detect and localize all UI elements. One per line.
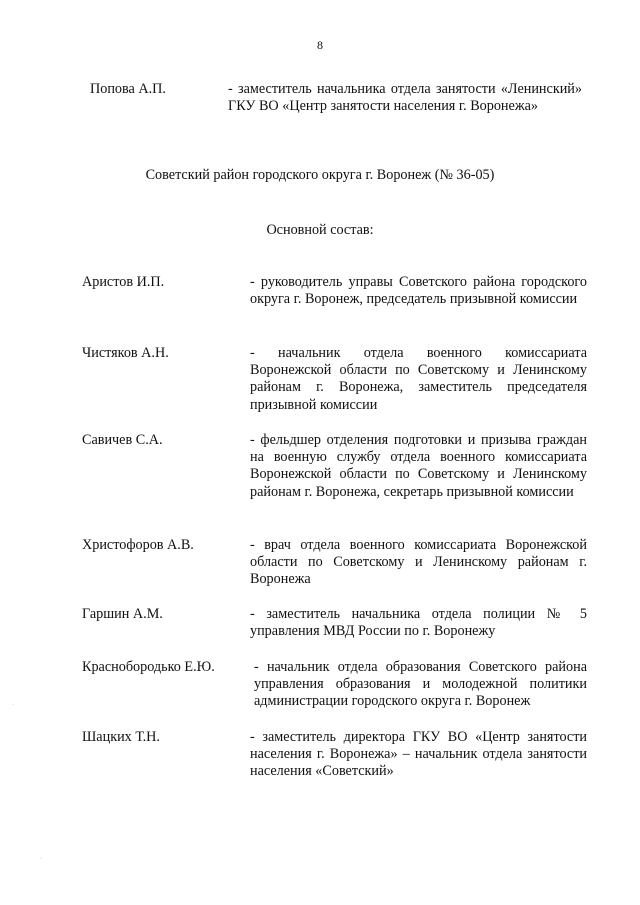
member-role: - заместитель начальника отдела занятости «Ленинский» ГКУ ВО «Центр занятости населения г. Воронежа» [228,81,582,115]
member-role: - руководитель управы Советского района городского округа г. Воронеж, председатель призывной комиссии [250,274,587,308]
member-entry [82,345,588,415]
member-entry [82,432,588,520]
member-role: - фельдшер отделения подготовки и призыва граждан на военную службу отдела военного комиссариата Воронежской области по Советскому и Ленинскому районам г. Воронежа, секретарь призывной комиссии [250,432,587,500]
member-entry [82,537,588,589]
member-role: - начальник отдела военного комиссариата Воронежской области по Советскому и Ленинскому районам г. Воронежа, заместитель председателя призывной комиссии [250,345,587,413]
member-entry [82,659,588,711]
member-name: Савичев С.А. [82,432,163,448]
top-entry [90,81,586,133]
member-role: - заместитель директора ГКУ ВО «Центр занятости населения г. Воронежа» – начальник отдела занятости населения «Советский» [250,729,587,780]
scan-mark: · [40,856,42,862]
member-entry [82,274,588,326]
scan-mark: · [12,702,14,708]
member-name: Христофоров А.В. [82,537,194,553]
section-title: Советский район городского округа г. Воронеж (№ 36-05) [145,167,495,183]
member-entry [82,606,588,642]
member-name: Попова А.П. [90,81,166,97]
member-role: - врач отдела военного комиссариата Воронежской области по Советскому и Ленинскому районам г. Воронежа [250,537,587,588]
page-number: 8 [317,38,323,52]
member-name: Гаршин А.М. [82,606,163,622]
subsection-title: Основной состав: [266,222,374,238]
member-entry [82,729,588,781]
member-name: Шацких Т.Н. [82,729,160,745]
member-role: - начальник отдела образования Советского района управления образования и молодежной политики администрации городского округа г. Воронеж [254,659,587,710]
member-name: Краснобородько Е.Ю. [82,659,215,675]
member-name: Чистяков А.Н. [82,345,169,361]
member-role: - заместитель начальника отдела полиции № 5 управления МВД России по г. Воронежу [250,606,587,640]
member-name: Аристов И.П. [82,274,165,290]
